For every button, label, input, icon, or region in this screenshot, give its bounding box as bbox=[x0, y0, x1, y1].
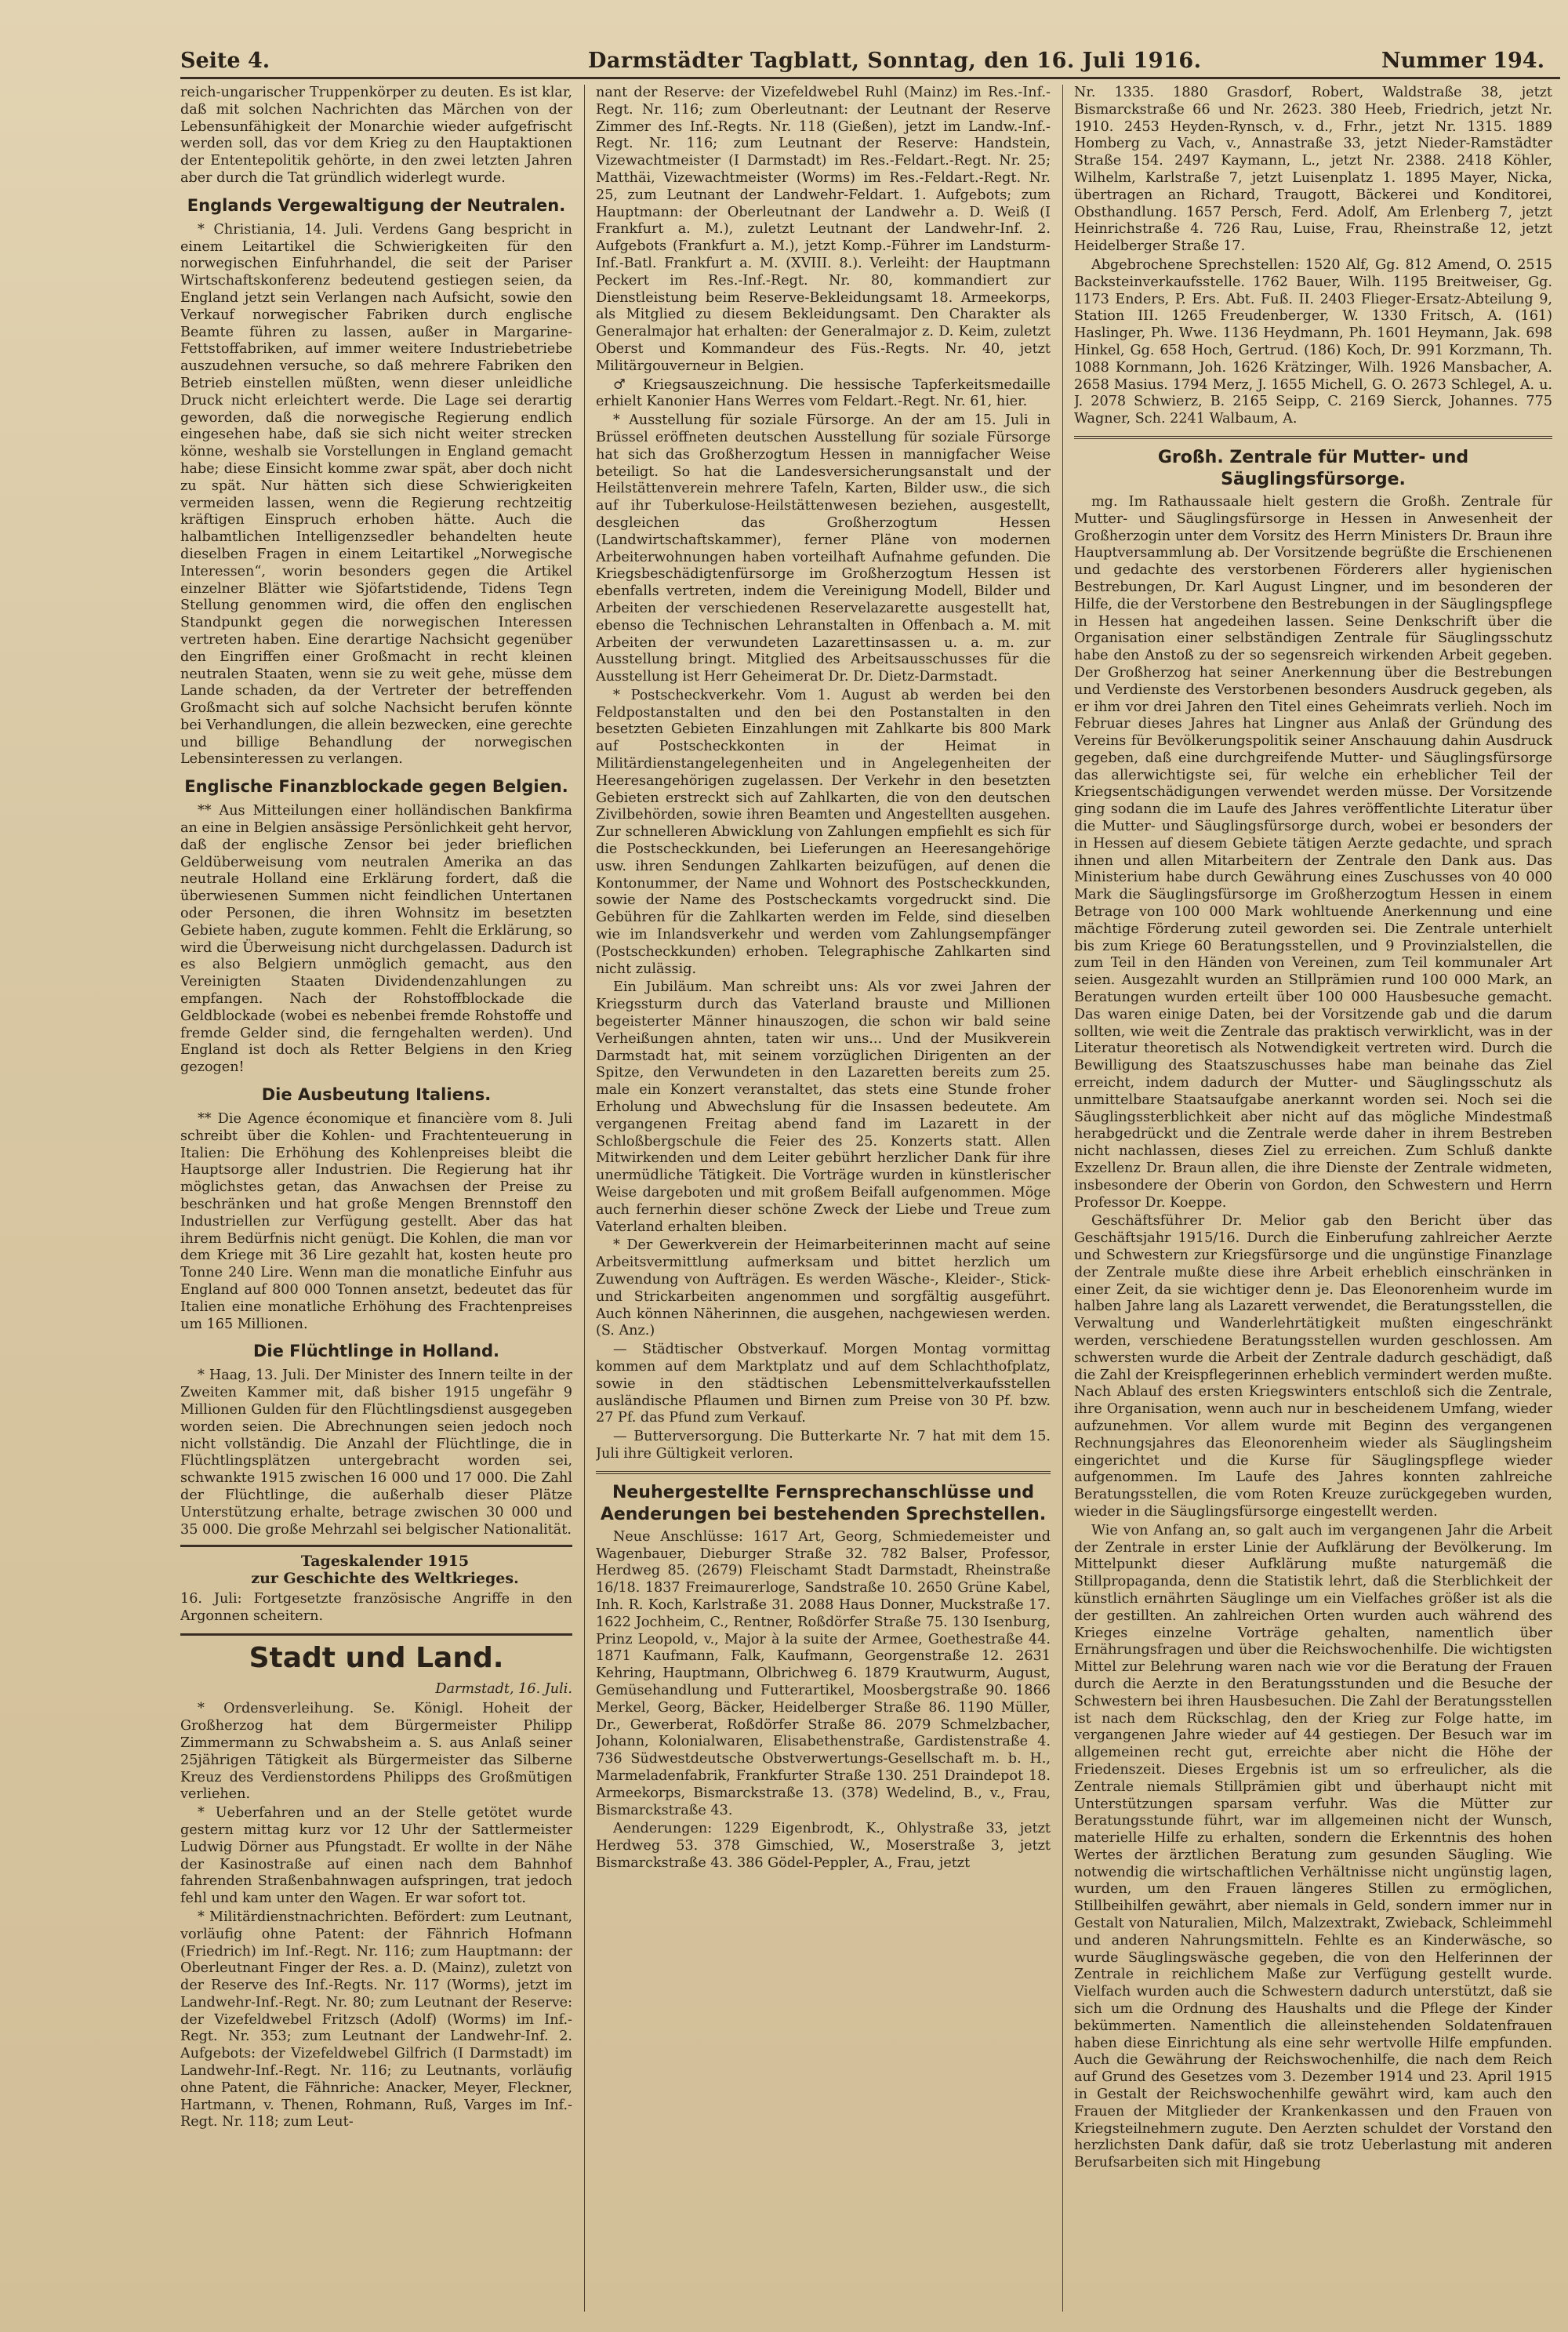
issue-number: Nummer 194. bbox=[1381, 49, 1544, 73]
headline-zentrale: Großh. Zentrale für Mutter- und Säuglingsfürsorge. bbox=[1157, 447, 1469, 489]
article-postscheck: * Postscheckverkehr. Vom 1. August ab werden bei den Feldpostanstalten und den bei den Postanstalten in den besetzten Gebieten Einzahlungen mit Zahlkarte bis 800 Mark auf Postscheckkonten in der Heimat in Militärdienstangelegenheiten und in Angelegenheiten der Heeresangehörigen zugelassen. Der Verkehr in den besetzten Gebieten erstreckt sich auf Zahlkarten, die von den deutschen Zivilbehörden, sowie ihren Beamten und Angestellten ausgehen. Zur schnelleren Abwicklung von Zahlungen empfiehlt es sich für die Postscheckkunden, bei Lieferungen an Heeresangehörige usw. ihren Sendungen Zahlkarten beizufügen, auf denen die Kontonummer, der Name und Wohnort des Postscheckkunden, sowie der Name des Postscheckamts vorgedruckt sind. Die Gebühren für die Zahlkarten werden im Felde, sind dieselben wie im Inlandsverkehr und werden vom Zahlungsempfänger (Postscheckkunden) erhoben. Telegraphische Zahlkarten sind nicht zulässig. bbox=[596, 687, 1051, 977]
article-continuation: Nr. 1335. 1880 Grasdorf, Robert, Waldstraße 38, jetzt Bismarckstraße 66 und Nr. 2623. 380 Heeb, Friedrich, jetzt Nr. 1910. 2453 Heyden-Rynsch, v. d., Frhr., jetzt Nr. 1315. 1889 Homberg zu Vach, v., Annastraße 33, jetzt Nieder-Ramstädter Straße 154. 2497 Kaymann, L., jetzt Nr. 2388. 2418 Köhler, Wilhelm, Karlstraße 7, jetzt Luisenplatz 1. 1895 Mayer, Nicka, übertragen an Richard, Traugott, Bäckerei und Konditorei, Obsthandlung. 1657 Persch, Ferd. Adolf, Am Erlenberg 7, jetzt Heinrichstraße 4. 726 Rau, Luise, Frau, Rheinstraße 12, jetzt Heidelberger Straße 17. bbox=[1074, 85, 1552, 255]
article-kriegsauszeichnung: ♂ Kriegsauszeichnung. Die hessische Tapferkeitsmedaille erhielt Kanonier Hans Werres vom Feldart.-Regt. Nr. 61, hier. bbox=[596, 376, 1051, 410]
article-zentrale-bericht: Geschäftsführer Dr. Melior gab den Bericht über das Geschäftsjahr 1915/16. Durch die Einberufung zahlreicher Aerzte und Schwestern zur Kriegsfürsorge und die ungünstige Finanzlage der Zentrale mußte diese ihre Arbeit erheblich einschränken in einer Zeit, da sie wichtiger denn je. Das Eleonorenheim wurde im halben Jahre lang als Lazarett verwendet, die Beratungsstellen, die Verwaltung und Wanderlehrtätigkeit mußten eingeschränkt werden, verschiedene Beratungsstellen wurden geschlossen. Am schwersten wurde die Arbeit der Zentrale dadurch geschädigt, daß die Zahl der Kreispflegerinnen erheblich vermindert werden mußte. Nach Ablauf des ersten Kriegswinters entschloß sich die Zentrale, ihre Organisation, wenn auch nur in bescheidenem Umfang, wieder aufzunehmen. Vor allem wurde mit Beginn des vergangenen Rechnungsjahres das Eleonorenheim wieder als Säuglingsheim eingerichtet und die Kurse für Säuglingspflege wieder aufgenommen. Im Laufe des Jahres konnten zahlreiche Beratungsstellen, die vom Roten Kreuze zurückgegeben wurden, wieder in die Säuglingsfürsorge eingestellt werden. bbox=[1074, 1213, 1552, 1520]
kalender-entry: 16. Juli: Fortgesetzte französische Angriffe in den Argonnen scheitern. bbox=[180, 1590, 572, 1624]
article-fernsprech-aenderungen: Aenderungen: 1229 Eigenbrodt, K., Ohlystraße 33, jetzt Herdweg 53. 378 Gimschied, W., Moserstraße 3, jetzt Bismarckstraße 43. 386 Gödel-Peppler, A., Frau, jetzt bbox=[596, 1821, 1051, 1871]
article-fernsprech-neu: Neue Anschlüsse: 1617 Art, Georg, Schmiedemeister und Wagenbauer, Dieburger Straße 32. 782 Balser, Professor, Herdweg 85. (2679) Fleischamt Stadt Darmstadt, Rheinstraße 16/18. 1837 Freimaurerloge, Sandstraße 10. 2650 Grüne Kabel, Inh. R. Koch, Karlstraße 31. 2088 Haus Donner, Muckstraße 17. 1622 Jochheim, C., Rentner, Roßdörfer Straße 75. 130 Isenburg, Prinz Leopold, v., Major à la suite der Armee, Goethestraße 44. 1871 Kaufmann, Falk, Kaufmann, Georgenstraße 12. 2631 Kehring, Hauptmann, Olbrichweg 6. 1879 Krautwurm, August, Gemüsehandlung und Futterartikel, Moosbergstraße 90. 1866 Merkel, Georg, Bäcker, Heidelberger Straße 86. 1190 Müller, Dr., Gewerberat, Roßdörfer Straße 86. 2079 Schmelzbacher, Johann, Kolonialwaren, Elisabethenstraße, Gardistenstraße 4. 736 Südwestdeutsche Obstverwertungs-Gesellschaft m. b. H., Marmeladenfabrik, Frankfurter Straße 130. 251 Draindepot 18. Armeekorps, Bismarckstraße 13. (378) Wedelind, B., v., Frau, Bismarckstraße 43. bbox=[596, 1528, 1051, 1818]
section-divider bbox=[596, 1471, 1051, 1474]
masthead bbox=[180, 45, 1560, 79]
headline-fluechtlinge: Die Flüchtlinge in Holland. bbox=[252, 1342, 500, 1361]
article-italien: ** Die Agence économique et financière vom 8. Juli schreibt über die Kohlen- und Frachtenteuerung in Italien: Die Erhöhung des Kohlenpreises bleibt die Hauptsorge aller Industrien. Die Regierung hat ihr möglichstes getan, das Anwachsen der Preise zu beschränken und hat große Mengen Brennstoff den Industriellen zur Verfügung gestellt. Aber das hat ihrem Bedürfnis nicht genügt. Die Kohlen, die man vor dem Kriege mit 36 Lire gezahlt hat, kosten heute pro Tonne 240 Lire. Wenn man die monatliche Einfuhr aus England auf 800 000 Tonnen ansetzt, bedeutet das für Italien eine monatliche Erhöhung des Frachtenpreises um 165 Millionen. bbox=[180, 1111, 572, 1332]
article-fluechtlinge: * Haag, 13. Juli. Der Minister des Innern teilte in der Zweiten Kammer mit, daß bisher 1915 ungefähr 9 Millionen Gulden für den Flüchtlingsdienst ausgegeben worden seien. Die Abrechnungen seien jedoch noch nicht vollständig. Die Anzahl der Flüchtlinge, die in Flüchtlingsplätzen untergebracht worden sei, schwankte 1915 zwischen 16 000 und 17 000. Die Zahl der Flüchtlinge, die außerhalb dieser Plätze Unterstützung erhalte, betrage zwischen 30 000 und 35 000. Die große Mehrzahl sei belgischer Nationalität. bbox=[180, 1368, 572, 1538]
article-obstverkauf: — Städtischer Obstverkauf. Morgen Montag vormittag kommen auf dem Marktplatz und auf dem Schlachthofplatz, sowie in den städtischen Lebensmittelverkaufsstellen ausländische Pflaumen und Birnen zum Preise von 30 Pf. bzw. 27 Pf. das Pfund zum Verkauf. bbox=[596, 1342, 1051, 1426]
column-1 bbox=[180, 85, 572, 2312]
column-3 bbox=[1074, 85, 1552, 2312]
article-abgebrochen: Abgebrochene Sprechstellen: 1520 Alf, Gg. 812 Amend, O. 2515 Backsteinverkaufsstelle. 1762 Bauer, Wilh. 1195 Breitweiser, Gg. 1173 Enders, P. Ers. Abt. Fuß. II. 2403 Flieger-Ersatz-Abteilung 9, Station III. 1265 Freudenberger, W. 1330 Fritsch, A. (161) Haslinger, Ph. Wwe. 1136 Heydmann, Ph. 1601 Heymann, Jak. 698 Hinkel, Gg. 658 Hoch, Gertrud. (186) Koch, Dr. 991 Korzmann, Th. 1088 Kornmann, Joh. 1626 Krätzinger, Wilh. 1926 Mansbacher, A. 2658 Masius. 1794 Merz, J. 1655 Michell, G. O. 2673 Schlegel, A. u. J. 2078 Schwierz, B. 2165 Seipp, C. 2169 Sierck, Johannes. 775 Wagner, Sch. 2241 Walbaum, A. bbox=[1074, 256, 1552, 427]
article-england: * Christiania, 14. Juli. Verdens Gang bespricht in einem Leitartikel die Schwierigkeiten für den norwegischen Einfuhrhandel, die seit der Pariser Wirtschaftskonferenz bedeutend gestiegen seien, da England jetzt sein Verlangen nach Aufsicht, sowie den Verkauf norwegischer Fabriken durch englische Beamte führen zu lassen, außer in Margarine-Fettstoffabriken, auf immer weitere Industriebetriebe auszudehnen versuche, so daß mehrere Fabriken den Betrieb einstellen müßten, wenn dieser unleidliche Druck nicht erleichtert werde. Die Lage sei derartig geworden, daß die norwegische Regierung endlich eingesehen habe, daß sie sich nicht weiter strecken könne, weshalb sie Vorstellungen in England gemacht habe; diese Einsicht komme zwar spät, aber doch nicht zu spät. Nur hätten sich diese Schwierigkeiten vermeiden lassen, wenn die Regierung rechtzeitig kräftigen Einspruch erhoben hätte. Auch die halbamtlichen Intelligenzsedler behandelten heute dieselben Fragen in einem Leitartikel „Norwegische Interessen“, worin besonders gegen die Artikel einzelner Blätter wie Sjöfartstidende, Tidens Tegn Stellung genommen wird, die offen den englischen Standpunkt gegen die norwegischen Interessen vertreten haben. Eine derartige Nachsicht gegenüber den Eingriffen einer Großmacht in recht kleinen neutralen Staaten, wenn sie zu weit gehe, müsse dem Lande schaden, da der Vertreter der betreffenden Großmacht sich auf solche Nachsicht berufen könnte bei Verhandlungen, die allein bezwecken, eine gerechte und billige Behandlung der norwegischen Lebensinteressen zu verlangen. bbox=[180, 221, 572, 768]
article-militaerdienst: * Militärdienstnachrichten. Befördert: zum Leutnant, vorläufig ohne Patent: der Fähnrich Hofmann (Friedrich) im Inf.-Regt. Nr. 116; zum Hauptmann: der Oberleutnant Finger der Res. a. D. (Mainz), zuletzt von der Reserve des Inf.-Regts. Nr. 117 (Worms), jetzt im Landwehr-Inf.-Regt. Nr. 80; zum Leutnant der Reserve: der Vizefeldwebel Fritzsch (Adolf) (Worms) im Inf.-Regt. Nr. 353; zum Leutnant der Landwehr-Inf. 2. Aufgebots: der Vizefeldwebel Gilfrich (I Darmstadt) im Landwehr-Inf.-Regt. Nr. 116; zu Leutnants, vorläufig ohne Patent, die Fähnriche: Anacker, Meyer, Fleckner, Hartmann, v. Thenen, Rohmann, Ruß, Varges im Inf.-Regt. Nr. 118; zum Leut- bbox=[180, 1909, 572, 2130]
section-divider bbox=[1074, 436, 1552, 439]
page-label: Seite 4. bbox=[180, 49, 270, 73]
paper-title-date: Darmstädter Tagblatt, Sonntag, den 16. Juli 1916. bbox=[588, 49, 1202, 73]
article-continuation: nant der Reserve: der Vizefeldwebel Ruhl (Mainz) im Res.-Inf.-Regt. Nr. 116; zum Oberleutnant: der Leutnant der Reserve Zimmer des Inf.-Regts. Nr. 118 (Gießen), jetzt im Landw.-Inf.-Regt. Nr. 116; zum Leutnant der Reserve: Handstein, Vizewachtmeister (I Darmstadt) im Res.-Feldart.-Regt. Nr. 25; Matthäi, Vizewachtmeister (Worms) im Res.-Feldart.-Regt. Nr. 25, zum Leutnant der Landwehr-Feldart. 1. Aufgebots; zum Hauptmann: der Oberleutnant der Landwehr a. D. Weiß (I Frankfurt a. M.), zuletzt Leutnant der Landwehr-Inf. 2. Aufgebots (Frankfurt a. M.), jetzt Komp.-Führer im Landsturm-Inf.-Batl. Frankfurt a. M. (XVIII. 8.). Verleiht: der Hauptmann Peckert im Res.-Inf.-Regt. Nr. 80, kommandiert zur Dienstleistung beim Reserve-Bekleidungsamt 18. Armeekorps, als Mitglied zu diesem Bekleidungsamt. Den Charakter als Generalmajor hat erhalten: der Generalmajor z. D. Keim, zuletzt Oberst und Kommandeur des Füs.-Regts. Nr. 40, jetzt Militärgouverneur in Belgien. bbox=[596, 85, 1051, 374]
article-butter: — Butterversorgung. Die Butterkarte Nr. 7 hat mit dem 15. Juli ihre Gültigkeit verloren. bbox=[596, 1429, 1051, 1462]
column-2 bbox=[596, 85, 1051, 2312]
headline-england: Englands Vergewaltigung der Neutralen. bbox=[187, 195, 566, 215]
headline-finanzblockade: Englische Finanzblockade gegen Belgien. bbox=[184, 777, 568, 797]
article-zentrale: mg. Im Rathaussaale hielt gestern die Großh. Zentrale für Mutter- und Säuglingsfürsorge in Hessen in Anwesenheit der Großherzogin unter dem Vorsitz des Herrn Ministers Dr. Braun ihre Hauptversammlung ab. Der Vorsitzende begrüßte die Erschienenen und gedachte des verstorbenen Förderers aller hygienischen Bestrebungen, Dr. Karl August Lingner, und im besonderen der Hilfe, die der Verstorbene den Bestrebungen in der Säuglingspflege in Hessen hat angedeihen lassen. Seine Denkschrift über die Organisation einer selbständigen Zentrale für Säuglingsschutz habe den Anstoß zu der so segensreich wirkenden Arbeit gegeben. Der Großherzog hat seiner Anerkennung über die Bestrebungen und Verdienste des Verstorbenen besonders Ausdruck gegeben, als er ihm vor drei Jahren den Titel eines Geheimrats verlieh. Noch im Februar dieses Jahres hat Lingner aus Anlaß der Gründung des Vereins für Bevölkerungspolitik seiner Anschauung dahin Ausdruck gegeben, daß eine durchgreifende Mutter- und Säuglingsfürsorge das allerwichtigste sei, für welche ein erheblicher Teil der Kriegsentschädigungen verwendet werden müsse. Der Vorsitzende ging sodann die im Laufe des Jahres veröffentlichte Literatur über die Mutter- und Säuglingsfürsorge durch, wobei er besonders der in Hessen auf diesem Gebiete tätigen Aerzte gedachte, und sprach ihnen und allen Mitarbeitern der Zentrale den Dank aus. Das Ministerium habe durch Gewährung eines Zuschusses von 40 000 Mark die Säuglingsfürsorge im Großherzogtum Hessen in einem Betrage von 100 000 Mark wohltuende Anerkennung und eine mächtige Förderung zuteil geworden sei. Die Zentrale unterhielt bis zum Kriege 60 Beratungsstellen, und 9 Provinzialstellen, die zum Teil in den Händen von Vereinen, zum Teil kommunaler Art seien. Ausgezahlt wurden an Stillprämien rund 100 000 Mark, an Beratungen wurden erteilt über 100 000 Hausbesuche gemacht. Das waren einige Daten, bei der Vorsitzende gab und die darum sollten, wie weit die Zentrale das praktisch verwirklicht, was in der Literatur theoretisch als Notwendigkeit vertreten wird. Durch die Bewilligung des Staatszuschusses habe man beinahe das Ziel erreicht, indem dadurch der Mutter- und Säuglingsschutz als unmittelbare Staatsaufgabe anerkannt worden sei. Noch sei die Säuglingssterblichkeit aber nicht auf das mögliche Mindestmaß herabgedrückt und die Zentrale werde daher in ihrem Bestreben nicht nachlassen, dieses Ziel zu erreichen. Zum Schluß dankte Exzellenz Dr. Braun allen, die ihre Dienste der Zentrale widmeten, insbesondere der Oberin von Gordon, den Schwestern und Herrn Professor Dr. Koeppe. bbox=[1074, 493, 1552, 1211]
article-ausstellung: * Ausstellung für soziale Fürsorge. An der am 15. Juli in Brüssel eröffneten deutschen Ausstellung für soziale Fürsorge hat sich das Großherzogtum Hessen in mannigfacher Weise beteiligt. So hat die Landesversicherungsanstalt und der Heilstättenverein mehrere Tafeln, Karten, Bilder usw., die sich auf ihr Tuberkulose-Heilstättenwesen beziehen, ausgestellt, desgleichen das Großherzogtum Hessen (Landwirtschaftskammer), ferner Pläne von modernen Arbeiterwohnungen haben vorteilhaft Aufnahme gefunden. Die Kriegsbeschädigtenfürsorge im Großherzogtum Hessen ist ebenfalls vertreten, indem die Vereinigung Modell, Bilder und Arbeiten der verschiedenen Reservelazarette ausgestellt hat, ebenso die Technischen Lehranstalten in Offenbach a. M. mit Arbeiten der verwundeten Lazarettinsassen u. a. m. zur Ausstellung bringt. Mitglied des Arbeitsausschusses für die Ausstellung ist Herr Geheimerat Dr. Dr. Dietz-Darmstadt. bbox=[596, 412, 1051, 685]
column-divider bbox=[1062, 85, 1063, 2312]
article-gewerkverein: * Der Gewerkverein der Heimarbeiterinnen macht auf seine Arbeitsvermittlung aufmerksam und bittet herzlich um Zuwendung von Aufträgen. Es werden Wäsche-, Kleider-, Stick- und Strickarbeiten angenommen und sorgfältig ausgeführt. Auch können Näherinnen, die ausgehen, nachgewiesen werden. (S. Anz.) bbox=[596, 1237, 1051, 1339]
article-ueberfahren: * Ueberfahren und an der Stelle getötet wurde gestern mittag kurz vor 12 Uhr der Sattlermeister Ludwig Dörner aus Pfungstadt. Er wollte in der Nähe der Kasinostraße auf einen nach dem Bahnhof fahrenden Straßenbahnwagen aufspringen, trat jedoch fehl und kam unter den Wagen. Er war sofort tot. bbox=[180, 1805, 572, 1907]
tageskalender-box bbox=[180, 1545, 572, 1635]
headline-fernsprech: Neuhergestellte Fernsprechanschlüsse und Aenderungen bei bestehenden Sprechstellen. bbox=[600, 1482, 1047, 1524]
article-finanzblockade: ** Aus Mitteilungen einer holländischen Bankfirma an eine in Belgien ansässige Persönlichkeit geht hervor, daß der englische Zensor bei jeder brieflichen Geldüberweisung vom neutralen Amerika an das neutrale Holland eine Erklärung fordert, daß die überwiesenen Summen nicht feindlichen Untertanen oder Personen, die ihren Wohnsitz im besetzten Gebiete haben, zugute kommen. Fehlt die Erklärung, so wird die Überweisung nicht durchgelassen. Dadurch ist es also Belgiern unmöglich gemacht, aus den Vereinigten Staaten Dividendenzahlungen zu empfangen. Nach der Rohstoffblockade die Geldblockade (wobei es nebenbei fremde Rohstoffe und fremde Gelder sind, die ferngehalten werden). Und England ist doch als Retter Belgiens in den Krieg gezogen! bbox=[180, 803, 572, 1076]
section-title-stadt-und-land: Stadt und Land. bbox=[249, 1641, 504, 1674]
column-divider bbox=[584, 85, 585, 2312]
article-continuation: reich-ungarischer Truppenkörper zu deuten. Es ist klar, daß mit solchen Nachrichten das Märchen von der Lebensunfähigkeit der Monarchie wieder aufgefrischt werden soll, das vor dem Krieg zu den Hauptaktionen der Ententepolitik gehörte, in den zwei letzten Jahren aber durch die Tat gründlich widerlegt wurde. bbox=[180, 85, 572, 186]
article-ordensverleihung: * Ordensverleihung. Se. Königl. Hoheit der Großherzog hat dem Bürgermeister Philipp Zimmermann zu Schwabsheim a. S. aus Anlaß seiner 25jährigen Tätigkeit als Bürgermeister das Silberne Kreuz des Verdienstordens Philipps des Großmütigen verliehen. bbox=[180, 1701, 572, 1803]
article-zentrale-aufklaerung: Wie von Anfang an, so galt auch im vergangenen Jahr die Arbeit der Zentrale in erster Linie der Aufklärung der Bevölkerung. Im Mittelpunkt dieser Aufklärung mußte naturgemäß die Stillpropaganda, denn die Statistik lehrt, daß die Sterblichkeit der künstlich ernährten Säuglinge um ein Vielfaches größer ist als die der gestillten. An zahlreichen Orten wurden auch während des Krieges einzelne Vorträge gehalten, namentlich über Ernährungsfragen und über die Reichswochenhilfe. Die wichtigsten Mittel zur Belehrung waren nach wie vor die Beratung der Frauen durch die Aerzte in den Beratungsstunden und die Besuche der Schwestern bei ihren Hausbesuchen. Die Zahl der Beratungsstellen ist nach dem Rückschlag, den der Krieg zur Folge hatte, im vergangenen Jahre wieder auf 44 gestiegen. Der Besuch war im allgemeinen recht gut, erreichte aber nicht die Höhe der Friedenszeit. Dieses Ergebnis ist um so erfreulicher, als die Zentrale niemals Stillprämien gibt und überhaupt nicht mit Unterstützungen sparsam verfuhr. Was die Mütter zur Beratungsstunde führt, war im allgemeinen nicht der Wunsch, materielle Hilfe zu erhalten, sondern die Erkenntnis des hohen Wertes der ärztlichen Beratung zum gesunden Säugling. Wie notwendig die wirtschaftlichen Verhältnisse nicht ungünstig lagen, wurden, um den Frauen längeres Stillen zu ermöglichen, Stillbeihilfen gewährt, aber niemals in Geld, sondern immer nur in Gestalt von Naturalien, Milch, Malzextrakt, Zwieback, Schleimmehl und anderen Nahrungsmitteln. Fehlte es an Kinderwäsche, so wurde Säuglingswäsche gegeben, die von den Helferinnen der Zentrale in reichlichem Maße zur Verfügung gestellt wurde. Vielfach wurden auch die Schwestern dadurch unterstützt, daß sie sich um die Ordnung des Haushalts und die Pflege der Kinder bekümmerten. Namentlich die alleinstehenden Soldatenfrauen haben diese Einrichtung als eine sehr wertvolle Hilfe empfunden. Auch die Gewährung der Reichswochenhilfe, die nach dem Reich auf Grund des Gesetzes vom 3. Dezember 1914 und 23. April 1915 in Gestalt der Reichswochenhilfe gewährt wird, kam auch den Frauen der Mitglieder der Krankenkassen und den Frauen von Kriegsteilnehmern zugute. Den Aerzten schuldet der Vorstand den herzlichsten Dank dafür, daß sie trotz Ueberlastung mit anderen Berufsarbeiten sich mit Hingebung bbox=[1074, 1522, 1552, 2171]
article-jubilaeum: Ein Jubiläum. Man schreibt uns: Als vor zwei Jahren der Kriegssturm durch das Vaterland brauste und Millionen begeisterter Männer hinauszogen, die schon wir bald seine Verheißungen ahnten, taten wir uns... Und der Musikverein Darmstadt hat, mit seinem vorzüglichen Dirigenten an der Spitze, den Verwundeten in den Lazaretten bereits zum 25. male ein Konzert veranstaltet, das stets eine Stunde froher Erholung und Abwechslung für die Insassen bedeutete. Am vergangenen Freitag abend fand im Lazarett in der Schloßbergschule die Feier des 25. Konzerts statt. Allen Mitwirkenden und dem Leiter gebührt herzlicher Dank für ihre unermüdliche Tätigkeit. Die Vorträge wurden in künstlerischer Weise dargeboten und mit großem Beifall aufgenommen. Möge auch fernerhin dieser schöne Zweck der Liebe und Treue zum Vaterland erhalten bleiben. bbox=[596, 979, 1051, 1235]
kalender-subtitle: zur Geschichte des Weltkrieges. bbox=[251, 1570, 519, 1588]
kalender-title: Tageskalender 1915 bbox=[300, 1553, 470, 1571]
headline-italien: Die Ausbeutung Italiens. bbox=[261, 1085, 492, 1105]
dateline: Darmstadt, 16. Juli. bbox=[435, 1680, 572, 1697]
